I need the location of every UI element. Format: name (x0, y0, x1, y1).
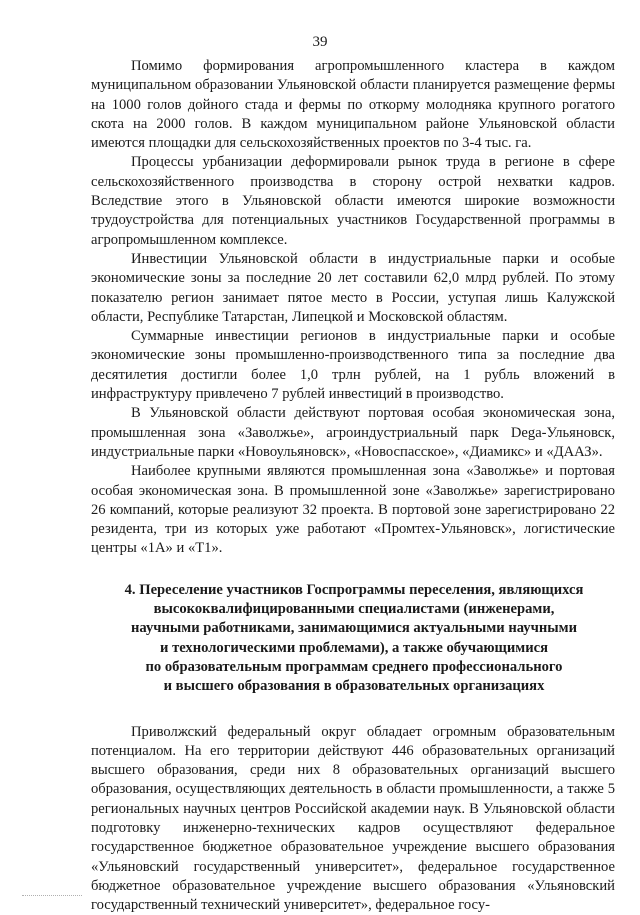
paragraph: Суммарные инвестиции регионов в индустриальные парки и особые экономические зоны промышленно-производственного типа за последние два десятилетия достигли более 1,0 трлн рублей, на 1 рубль вложений в инфраструктуру привлечено 7 рублей инвестиций в производство. (91, 327, 615, 404)
page-number: 39 (0, 34, 640, 51)
paragraph: Процессы урбанизации деформировали рынок труда в регионе в сфере сельскохозяйственного производства в сторону острой нехватки кадров. Вследствие этого в Ульяновской области имеются широкие возможности трудоустройства для потенциальных участников Государственной программы в агропромышленном комплексе. (91, 153, 615, 249)
section-heading-line: 4. Переселение участников Госпрограммы переселения, являющихся (93, 581, 615, 600)
section-heading-line: по образовательным программам среднего профессионального (93, 658, 615, 677)
paragraph: Инвестиции Ульяновской области в индустриальные парки и особые экономические зоны за последние 20 лет составили 62,0 млрд рублей. По этому показателю регион занимает пятое место в России, уступая лишь Калужской области, Республике Татарстан, Липецкой и Московской областям. (91, 250, 615, 327)
section-heading-line: и высшего образования в образовательных организациях (93, 677, 615, 696)
paragraph: Приволжский федеральный округ обладает огромным образовательным потенциалом. На его территории действуют 446 образовательных организаций высшего образования, среди них 8 образовательных организаций высшего образования, осуществляющих деятельность в области промышленности, а также 5 региональных научных центров Российской академии наук. В Ульяновской области подготовку инженерно-технических кадров осуществляют федеральное государственное бюджетное образовательное учреждение высшего образования «Ульяновский государственный университет», федеральное государственное бюджетное образовательное учреждение высшего образования «Ульяновский государственный технический университет», федеральное госу- (91, 723, 615, 915)
paragraph: В Ульяновской области действуют портовая особая экономическая зона, промышленная зона «Заволжье», агроиндустриальный парк Dega-Ульяновск, индустриальные парки «Новоульяновск», «Новоспасское», «Диамикс» и «ДААЗ». (91, 404, 615, 462)
document-body (91, 57, 615, 915)
section-heading (91, 581, 615, 697)
paragraph: Наиболее крупными являются промышленная зона «Заволжье» и портовая особая экономическая зона. В промышленной зоне «Заволжье» зарегистрировано 26 компаний, которые реализуют 32 проекта. В портовой зоне зарегистрировано 22 резидента, три из которых уже работают «Промтех-Ульяновск», логистические центры «1А» и «Т1». (91, 462, 615, 558)
section-heading-line: и технологическими проблемами), а также обучающимися (93, 639, 615, 658)
paragraph: Помимо формирования агропромышленного кластера в каждом муниципальном образовании Ульяновской области планируется размещение фермы на 1000 голов дойного стада и фермы по откорму молодняка крупного рогатого скота на 2000 голов. В каждом муниципальном районе Ульяновской области имеются площадки для сельскохозяйственных проектов по 3-4 тыс. га. (91, 57, 615, 153)
scan-mark (22, 895, 82, 899)
section-heading-line: высококвалифицированными специалистами (инженерами, (93, 600, 615, 619)
section-heading-line: научными работниками, занимающимися актуальными научными (93, 619, 615, 638)
